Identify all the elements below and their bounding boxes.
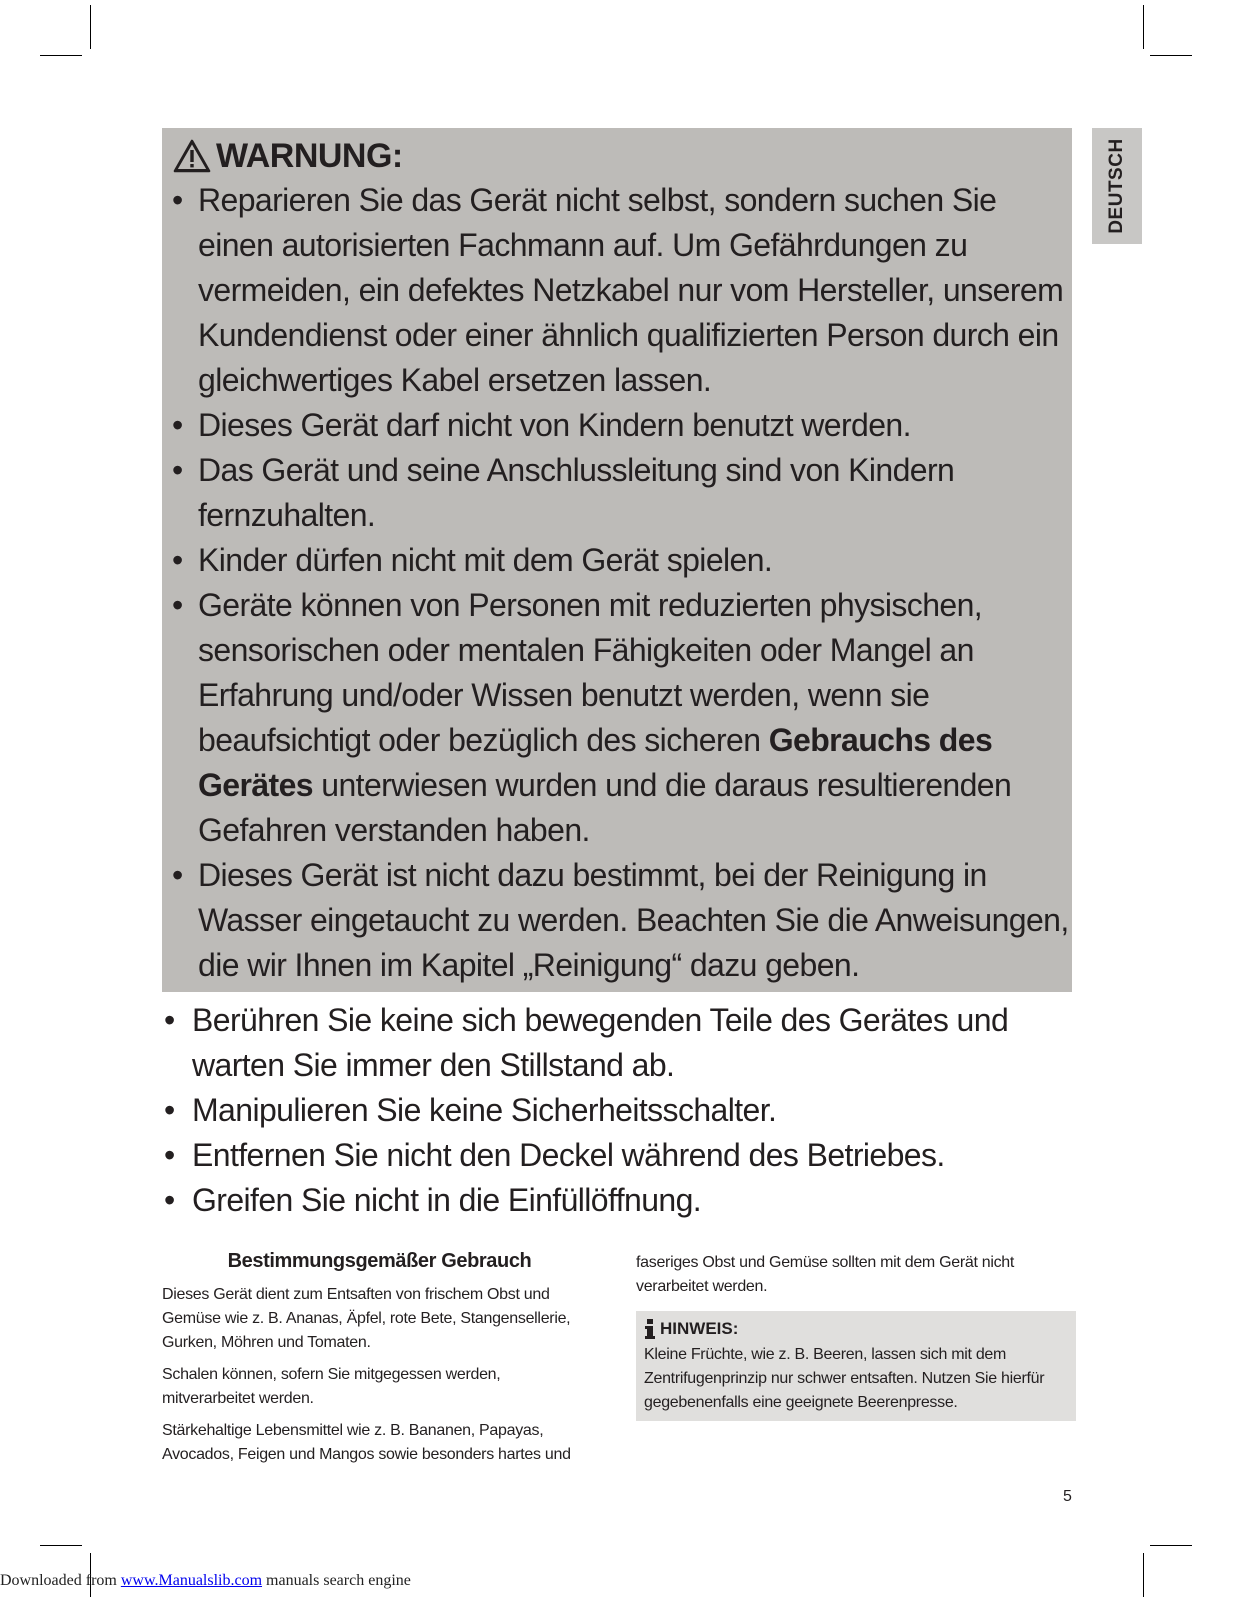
manualslib-link[interactable]: www.Manualslib.com bbox=[120, 1572, 263, 1589]
warning-title-text: WARNUNG: bbox=[216, 136, 403, 175]
intended-use-heading: Bestimmungsgemäßer Gebrauch bbox=[227, 1250, 532, 1272]
crop-mark bbox=[90, 5, 91, 49]
crop-mark bbox=[1150, 1545, 1192, 1546]
warning-item bbox=[162, 583, 1072, 853]
crop-mark bbox=[1143, 1553, 1144, 1597]
safety-item: • Greifen Sie nicht in die Einfüllöffnung. bbox=[154, 1178, 1082, 1223]
safety-list bbox=[154, 998, 1082, 1223]
warning-item-text: unterwiesen wurden und die daraus resultierenden Gefahren verstanden haben. bbox=[198, 767, 1012, 848]
warning-box bbox=[162, 128, 1072, 992]
warning-item-text: Geräte können von Personen mit reduzierten physischen, sensorischen oder mentalen Fähigkeiten oder Mangel an Erfahrung und/oder Wissen benutzt werden, wenn sie beaufsichtigt oder bezüglich des sicheren bbox=[198, 587, 983, 758]
language-label: DEUTSCH bbox=[1106, 138, 1127, 234]
intended-use-paragraph: faseriges Obst und Gemüse sollten mit dem Gerät nicht verarbeitet werden. bbox=[636, 1254, 1015, 1295]
crop-mark bbox=[1143, 5, 1144, 49]
info-icon bbox=[644, 1319, 656, 1339]
right-column bbox=[636, 1251, 1076, 1421]
intended-use-paragraph: Dieses Gerät dient zum Entsaften von frischem Obst und Gemüse wie z. B. Ananas, Äpfel, rote Bete, Stangensellerie, Gurken, Möhren und Tomaten. bbox=[162, 1286, 571, 1351]
warning-title bbox=[172, 134, 403, 178]
crop-mark bbox=[40, 1545, 82, 1546]
hint-text: Kleine Früchte, wie z. B. Beeren, lassen sich mit dem Zentrifugenprinzip nur schwer entsaften. Nutzen Sie hierfür gegebenenfalls eine geeignete Beerenpresse. bbox=[644, 1346, 1045, 1411]
warning-item: • Dieses Gerät ist nicht dazu bestimmt, bei der Reinigung in Wasser eingetaucht zu werden. Beachten Sie die Anweisungen, die wir Ihnen im Kapitel „Reinigung“ dazu geben. bbox=[162, 853, 1072, 988]
hint-title-text: HINWEIS: bbox=[660, 1319, 739, 1338]
safety-item: • Entfernen Sie nicht den Deckel während des Betriebes. bbox=[154, 1133, 1082, 1178]
language-tab bbox=[1092, 128, 1142, 244]
hint-box bbox=[636, 1311, 1076, 1421]
page-number: 5 bbox=[1063, 1488, 1072, 1505]
intended-use-column bbox=[162, 1250, 597, 1475]
footer-suffix: manuals search engine bbox=[262, 1572, 411, 1589]
crop-mark bbox=[40, 55, 82, 56]
hint-title bbox=[644, 1319, 1068, 1339]
warning-triangle-icon bbox=[172, 138, 212, 174]
warning-item: • Dieses Gerät darf nicht von Kindern benutzt werden. bbox=[162, 403, 1072, 448]
warning-item-bold: Gebrauchs des Gerätes bbox=[198, 722, 993, 803]
safety-item: • Manipulieren Sie keine Sicherheitsschalter. bbox=[154, 1088, 1082, 1133]
footer-prefix: Downloaded from bbox=[0, 1572, 121, 1589]
warning-item: • Reparieren Sie das Gerät nicht selbst, sondern suchen Sie einen autorisierten Fachmann auf. Um Gefährdungen zu vermeiden, ein defektes Netzkabel nur vom Hersteller, unserem Kundendienst oder einer ähnlich qualifizierten Person durch ein gleichwertiges Kabel ersetzen lassen. bbox=[162, 178, 1072, 403]
download-footer bbox=[0, 1572, 411, 1590]
crop-mark bbox=[1150, 55, 1192, 56]
warning-item: • Das Gerät und seine Anschlussleitung sind von Kindern fernzuhalten. bbox=[162, 448, 1072, 538]
warning-list bbox=[162, 178, 1072, 988]
safety-item: • Berühren Sie keine sich bewegenden Teile des Gerätes und warten Sie immer den Stillstand ab. bbox=[154, 998, 1082, 1088]
warning-item: • Kinder dürfen nicht mit dem Gerät spielen. bbox=[162, 538, 1072, 583]
intended-use-paragraph: Schalen können, sofern Sie mitgegessen werden, mitverarbeitet werden. bbox=[162, 1366, 501, 1407]
intended-use-paragraph: Stärkehaltige Lebensmittel wie z. B. Bananen, Papayas, Avocados, Feigen und Mangos sowie besonders hartes und bbox=[162, 1422, 571, 1463]
